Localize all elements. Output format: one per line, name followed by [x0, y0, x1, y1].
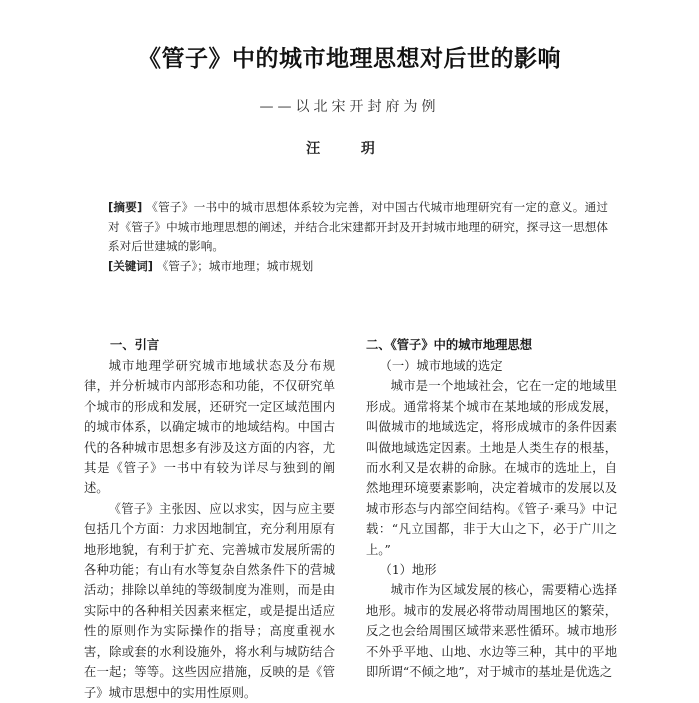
article-subtitle: ——以北宋开封府为例 — [259, 99, 440, 115]
left-column — [84, 336, 335, 703]
abstract-paragraph — [108, 198, 608, 257]
right-column — [366, 336, 617, 683]
abstract-label: [摘要] — [108, 200, 143, 214]
keywords-label: [关键词] — [108, 258, 154, 273]
abstract-text: 《管子》一书中的城市思想体系较为完善，对中国古代城市地理研究有一定的意义。通过对《管子》中城市地理思想的阐述，并结合北宋建都开封及开封城市地理的研究，探寻这一思想体系对后世建城的影响。 — [108, 200, 609, 253]
section-two-paragraph-2: 城市作为区域发展的核心，需要精心选择地形。城市的发展必将带动周围地区的繁荣，反之也会给周围区域带来恶性循环。城市地形不外乎平地、山地、水边等三种，其中的平地即所谓“不倾之地”，对于城市的基址是优选之 — [366, 583, 617, 680]
section-two-heading: 二、《管子》中的城市地理思想 — [366, 338, 533, 352]
keywords-text: 《管子》；城市地理；城市规划 — [156, 258, 314, 273]
section-two-paragraph-1: 城市是一个地域社会，它在一定的地域里形成。通常将某个城市在某地域的形成发展，叫做城市的地域选定，将形成城市的条件因素叫做地域选定因素。土地是人类生存的根基，而水利又是农耕的命脉。在城市的选址上，自然地理环境要素影响，决定着城市的发展以及城市形态与内部空间结构。《管子·乘马》中记载：“凡立国都，非于大山之下，必于广川之上。” — [366, 379, 617, 557]
article-title: 《管子》中的城市地理思想对后世的影响 — [138, 45, 561, 72]
section-two-subheading-2: （1）地形 — [379, 563, 437, 578]
section-one-paragraph-1: 城市地理学研究城市地域状态及分布规律，并分析城市内部形态和功能，不仅研究单个城市的形成和发展，还研究一定区域范围内的城市体系，以确定城市的地域结构。中国古代的各种城市思想多有涉及这方面的内容，尤其是《管子》一书中有较为详尽与独到的阐述。 — [84, 359, 335, 496]
section-two-subheading-1: （一）城市地域的选定 — [379, 359, 503, 373]
abstract-block — [108, 198, 608, 276]
author-name: 汪 玥 — [306, 141, 393, 157]
section-one-heading: 一、引言 — [110, 338, 160, 352]
keywords-line — [108, 257, 608, 277]
section-one-paragraph-2: 《管子》主张因、应以求实，因与应主要包括几个方面：力求因地制宜，充分利用原有地形地貌，有利于扩充、完善城市发展所需的各种功能；有山有水等复杂自然条件下的营城活动；排除以单纯的等级制度为准则，而是由实际中的各种相关因素来框定，或是提出适应性的原则作为实际操作的指导；高度重视水害，除或套的水利设施外，将水利与城防结合在一起；等等。这些因应措施，反映的是《管子》城市思想中的实用性原则。 — [84, 501, 335, 700]
